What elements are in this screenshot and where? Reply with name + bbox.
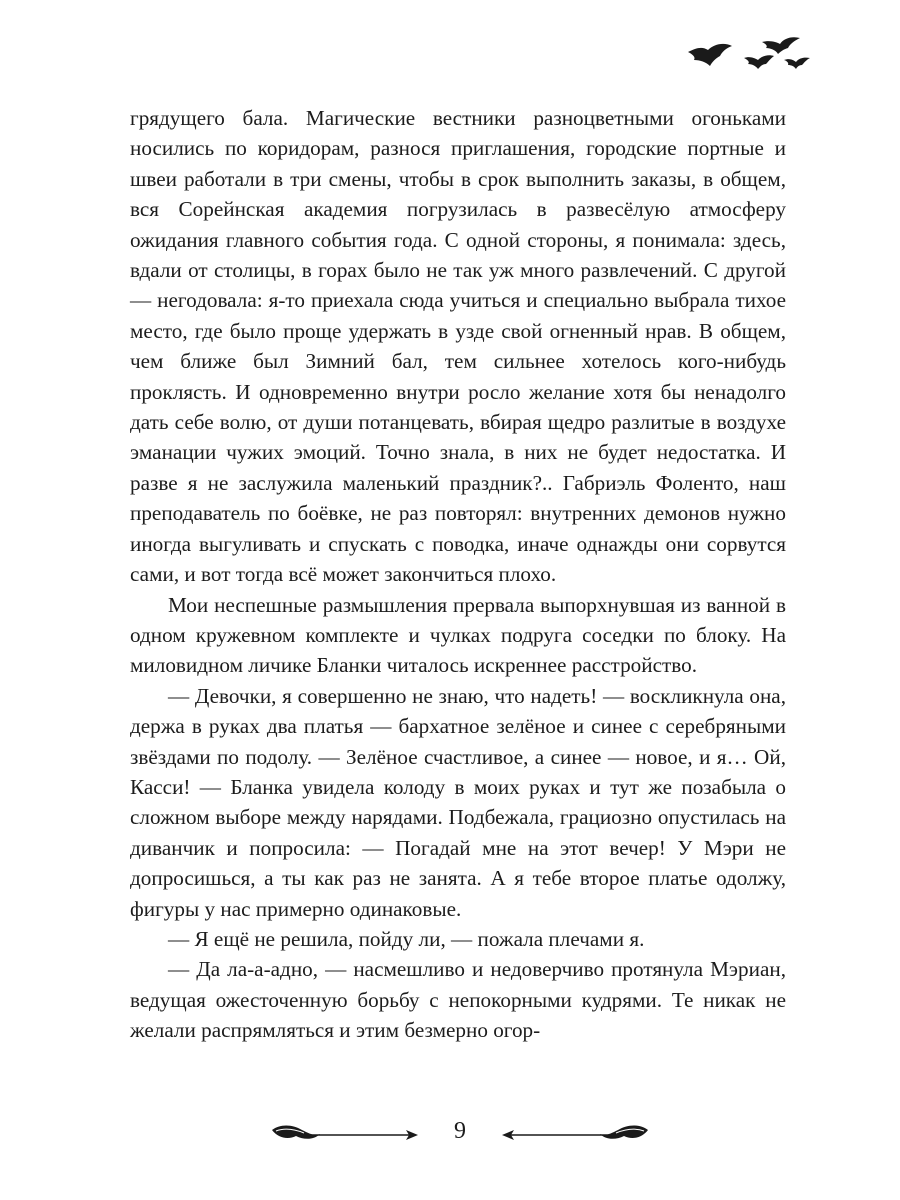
bat-icon [784,58,810,69]
body-text [130,103,786,1046]
bat-icon [744,55,774,69]
bat-icon [688,44,732,66]
paragraph: — Девочки, я совершенно не знаю, что надеть! — воскликнула она, держа в руках два платья — бархатное зелёное и синее с серебряными звёздами по подолу. — Зелёное счастливое, а синее — новое, и я… Ой, Касси! — Бланка увидела колоду в моих руках и тут же позабыла о сложном выборе между нарядами. Подбежала, грациозно опустилась на диванчик и попросила: — Погадай мне на этот вечер! У Мэри не допросишься, а ты как раз не занята. А я тебе второе платье одолжу, фигуры у нас примерно одинаковые. [130,683,786,921]
paragraph: Мои неспешные размышления прервала выпорхнувшая из ванной в одном кружевном комплекте и чулках подруга соседки по блоку. На миловидном личике Бланки читалось искреннее расстройство. [130,592,786,678]
left-arrow-ornament-icon [270,1122,418,1146]
page-number: 9 [454,1118,466,1144]
paragraph: — Да ла-а-адно, — насмешливо и недоверчиво протянула Мэриан, ведущая ожесточенную борьбу с непокорными кудрями. Те никак не желали распрямляться и этим безмерно огор- [130,957,786,1043]
bat-icon [762,37,800,54]
paragraph: грядущего бала. Магические вестники разноцветными огоньками носились по коридорам, разнося приглашения, городские портные и швеи работали в три смены, чтобы в срок выполнить заказы, в общем, вся Сорейнская академия погрузилась в развесёлую атмосферу ожидания главного события года. С одной стороны, я понимала: здесь, вдали от столицы, в горах было не так уж много развлечений. С другой — негодовала: я-то приехала сюда учиться и специально выбрала тихое место, где было проще удержать в узде свой огненный нрав. В общем, чем ближе был Зимний бал, тем сильнее хотелось кого-нибудь проклясть. И одновременно внутри росло желание хотя бы ненадолго дать себе волю, от души потанцевать, вбирая щедро разлитые в воздухе эманации чужих эмоций. Точно знала, в них не будет недостатка. И разве я не заслужила маленький праздник?.. Габриэль Фоленто, наш преподаватель по боёвке, не раз повторял: внутренних демонов нужно иногда выгуливать и спускать с поводка, иначе однажды они сорвутся сами, и вот тогда всё может закончиться плохо. [130,106,786,587]
right-arrow-ornament-icon [502,1122,650,1146]
flying-bats-illustration [680,30,820,85]
page-footer [270,1112,650,1156]
paragraph: — Я ещё не решила, пойду ли, — пожала плечами я. [168,926,645,951]
